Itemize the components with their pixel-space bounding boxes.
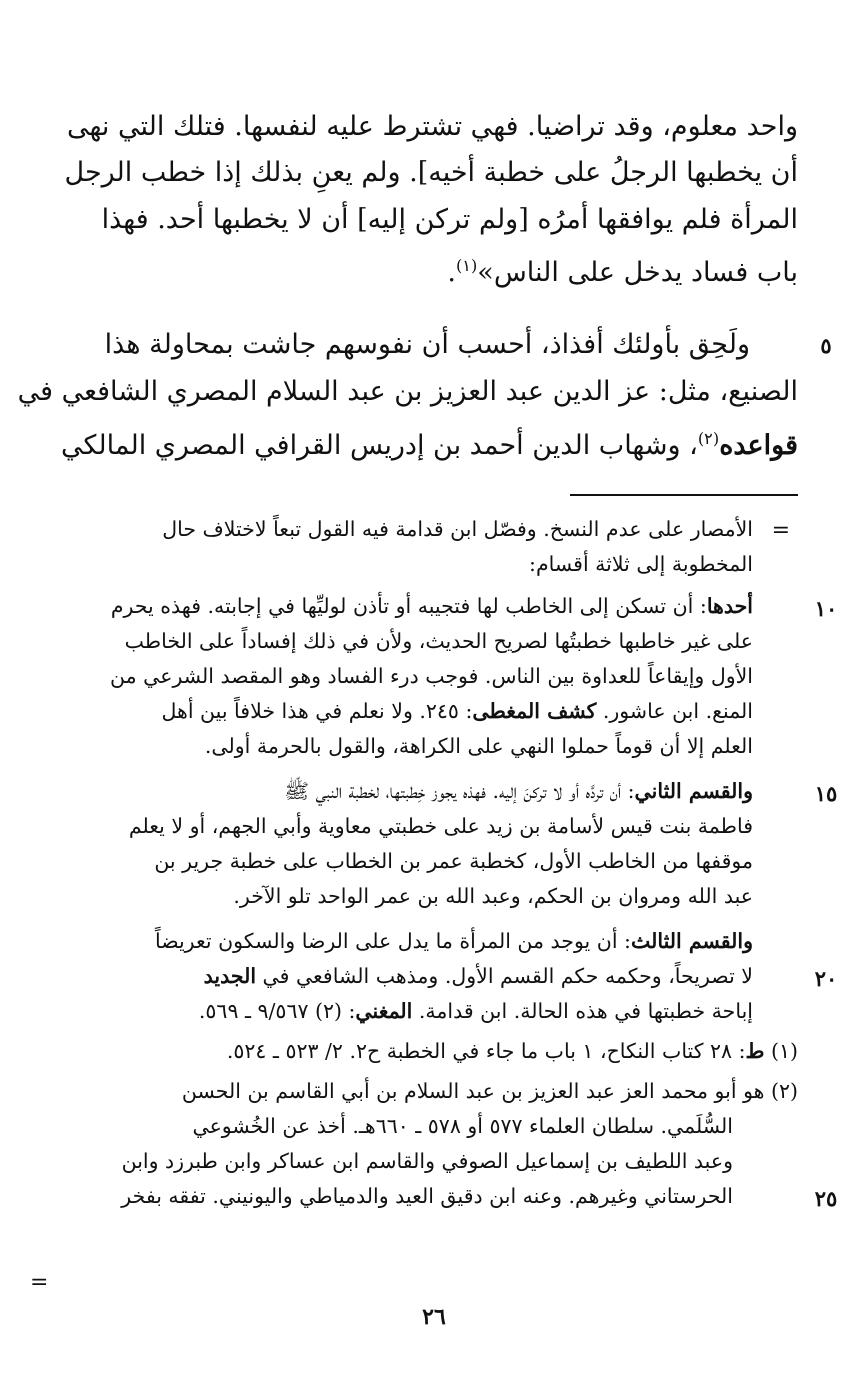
margin-line-number: ١٥ [814, 781, 838, 806]
main-text-line [447, 246, 798, 293]
footnote-line [111, 591, 753, 621]
footnote-line [529, 549, 753, 579]
footnote-line [110, 661, 753, 691]
text-run: إباحة خطبتها في هذه الحالة. ابن قدامة. [412, 999, 753, 1023]
bold-run: المغني [355, 999, 413, 1023]
bold-run: كشف المغطى [472, 699, 597, 723]
continuation-mark-top: = [771, 518, 790, 543]
main-text-line [105, 325, 750, 365]
footnote-separator-rule [570, 494, 798, 496]
bold-run: أحدها [706, 594, 753, 618]
text-run: . [447, 257, 456, 288]
text-run: السُّلَمي. سلطان العلماء ٥٧٧ أو ٥٧٨ ـ ٦٦٠هـ. أخذ عن الخُشوعي [192, 1114, 733, 1138]
text-run: (٢) هو أبو محمد العز عبد العزيز بن عبد السلام بن أبي القاسم بن الحسن [181, 1079, 798, 1103]
footnote-line [125, 626, 753, 656]
footnote-line [154, 846, 753, 876]
text-run: الصنيع، مثل: عز الدين عبد العزيز بن عبد السلام المصري الشافعي في [17, 376, 798, 407]
main-text-line [65, 153, 799, 193]
footnote-line [121, 1181, 733, 1211]
text-run: : ٢٨ كتاب النكاح، ١ باب ما جاء في الخطبة ح٢. ٢/ ٥٢٣ ـ ٥٢٤. [226, 1039, 746, 1063]
text-run: (١) [764, 1039, 798, 1063]
text-run: فاطمة بنت قيس لأسامة بن زيد على خطبتي معاوية وأبي الجهم، أو لا يعلم [128, 814, 753, 838]
text-run: المخطوبة إلى ثلاثة أقسام: [529, 552, 753, 576]
text-run: : أن تردَّه أو لا تركنَ إليه. فهذه يجوز خِطبتها، لخطبة النبي ﷺ [284, 779, 635, 803]
footnote-line [204, 961, 753, 991]
text-run: لا تصريحاً، وحكمه حكم القسم الأول. ومذهب الشافعي في [256, 964, 753, 988]
text-run: : أن تسكن إلى الخاطب لها فتجيبه أو تأذن لوليِّها في إجابته. فهذه يحرم [110, 594, 707, 618]
margin-line-number: ١٠ [814, 596, 838, 621]
main-text-line [18, 372, 798, 412]
text-run: أن يخطبها الرجلُ على خطبة أخيه]. ولم يعنِ بذلك إذا خطب الرجل [64, 157, 798, 188]
main-text-line [67, 107, 798, 147]
main-text-line [102, 200, 798, 240]
text-run: : أن يوجد من المرأة ما يدل على الرضا والسكون تعريضاً [154, 929, 631, 953]
footnote-line [122, 1146, 733, 1176]
footnote-ref: (٢) [697, 429, 720, 448]
main-text-line [61, 419, 798, 466]
text-run: المرأة فلم يوافقها أمرُه [ولم تركن إليه] أن لا يخطبها أحد. فهذا [101, 204, 798, 235]
text-run: موقفها من الخاطب الأول، كخطبة عمر بن الخطاب على خطبة جرير بن [154, 849, 753, 873]
text-run: ولَحِق بأولئك أفذاذ، أحسب أن نفوسهم جاشت بمحاولة هذا [104, 329, 750, 360]
footnote-ref: (١) [455, 256, 478, 275]
margin-line-number: ٢٥ [814, 1186, 838, 1211]
margin-line-number: ٥ [820, 333, 832, 358]
footnote-line [182, 1076, 798, 1106]
footnote-line [284, 776, 753, 806]
footnote-line [129, 811, 753, 841]
text-run: وعبد اللطيف بن إسماعيل الصوفي والقاسم ابن عساكر وابن طبرزد وابن [121, 1149, 733, 1173]
bold-run: قواعده [719, 430, 798, 461]
page-number: ٢٦ [422, 1304, 446, 1330]
footnote-line [233, 881, 753, 911]
text-run: العلم إلا أن قوماً حملوا النهي على الكراهة، والقول بالحرمة أولى. [204, 734, 753, 758]
text-run: باب فساد يدخل على الناس» [477, 257, 798, 288]
footnote-line [162, 514, 753, 544]
footnote-line [162, 696, 754, 726]
bold-run: ط [745, 1039, 765, 1063]
text-run: الحرستاني وغيرهم. وعنه ابن دقيق العيد والدمياطي واليونيني. تفقه بفخر [121, 1184, 733, 1208]
text-run: المنع. ابن عاشور. [596, 699, 753, 723]
text-run: على غير خاطبها خطبتُها لصريح الحديث، ولأن في ذلك إفساداً على الخاطب [124, 629, 753, 653]
footnote-line [155, 926, 753, 956]
footnote-line [227, 1036, 798, 1066]
footnote-line [192, 1111, 733, 1141]
bold-run: والقسم الثالث [630, 929, 753, 953]
bold-run: والقسم الثاني [634, 779, 753, 803]
bold-run: الجديد [203, 964, 257, 988]
text-run: ، وشهاب الدين أحمد بن إدريس القرافي المصري المالكي [61, 430, 698, 461]
text-run: واحد معلوم، وقد تراضيا. فهي تشترط عليه لنفسها. فتلك التي نهى [66, 111, 798, 142]
footnote-line [199, 996, 753, 1026]
margin-line-number: ٢٠ [814, 966, 838, 991]
text-run: : ٢٤٥. ولا نعلم في هذا خلافاً بين أهل [161, 699, 473, 723]
footnote-line [205, 731, 753, 761]
text-run: الأول وإيقاعاً للعداوة بين الناس. فوجب درء الفساد وهو المقصد الشرعي من [110, 664, 753, 688]
text-run: : (٢) ٩/٥٦٧ ـ ٥٦٩. [198, 999, 356, 1023]
text-run: الأمصار على عدم النسخ. وفصّل ابن قدامة فيه القول تبعاً لاختلاف حال [162, 517, 753, 541]
text-run: عبد الله ومروان بن الحكم، وعبد الله بن عمر الواحد تلو الآخر. [233, 884, 753, 908]
continuation-mark-bottom: = [30, 1270, 49, 1295]
